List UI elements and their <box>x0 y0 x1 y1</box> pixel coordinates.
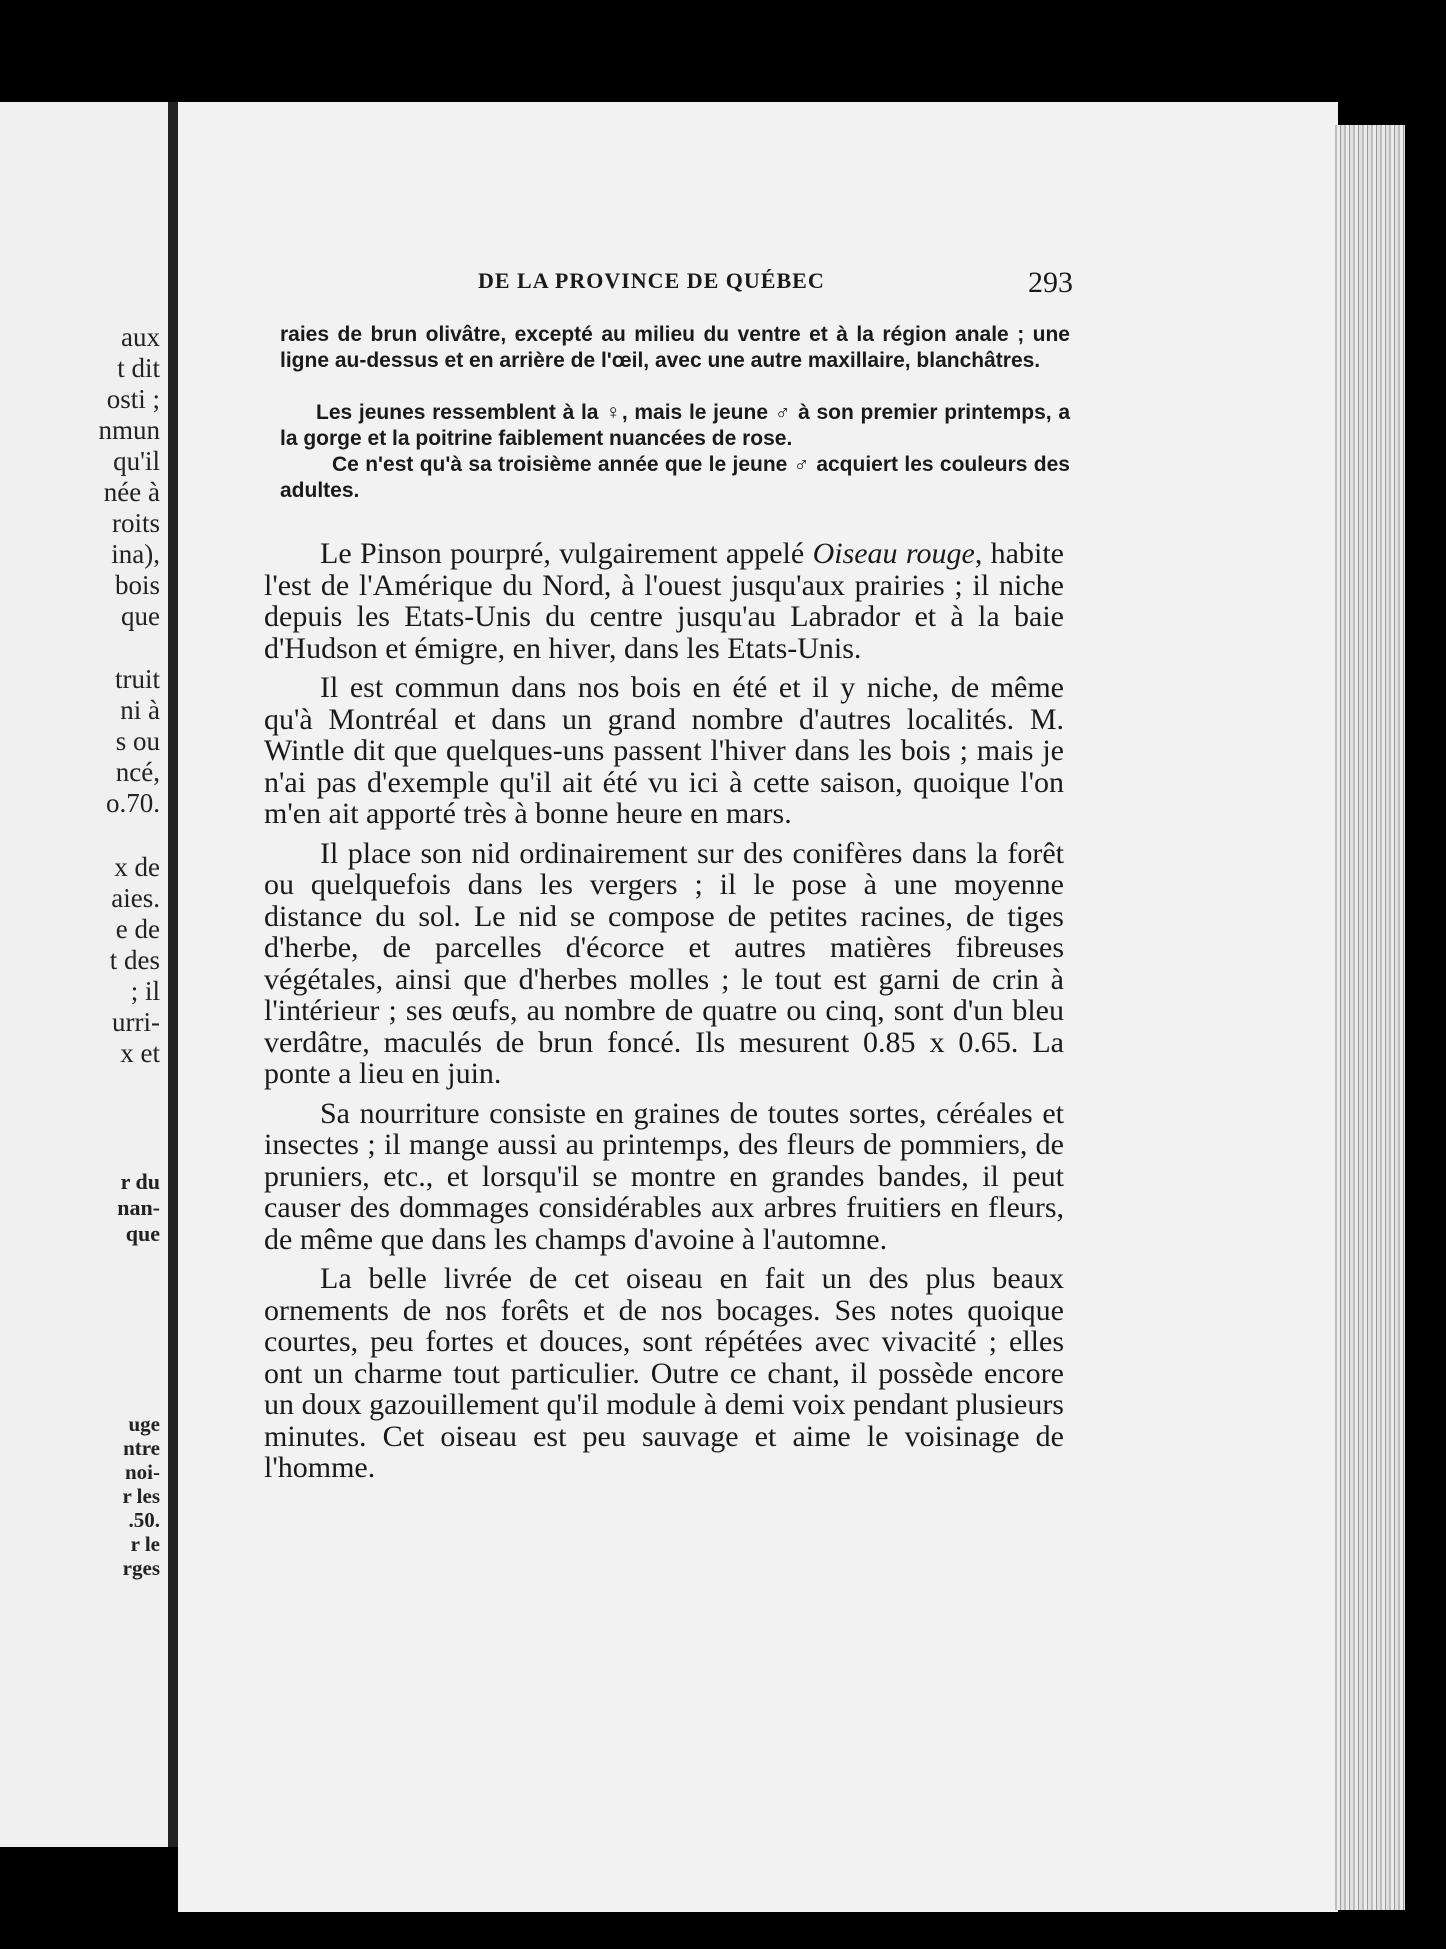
note-paragraph: Ce n'est qu'à sa troisième année que le jeune ♂ acquiert les couleurs des adultes. <box>280 453 1070 502</box>
paragraph-2: Il est commun dans nos bois en été et il y niche, de même qu'à Montréal et dans un grand nombre d'autres localités. M. Wintle dit que quelques-uns passent l'hiver dans les bois ; mais je n'ai pas d'exemple qu'il ait été vu ici à cette saison, quoique l'on m'en ait apporté très à bonne heure en mars. <box>264 671 1064 830</box>
note-paragraph: raies de brun olivâtre, excepté au milieu du ventre et à la région anale ; une ligne au-dessus et en arrière de l'œil, avec une autre maxillaire, blanchâtres. <box>280 323 1070 372</box>
left-page-line: ina), <box>111 539 160 569</box>
left-page-line: e de <box>115 914 160 944</box>
left-page-line: noi- <box>124 1460 160 1484</box>
left-page-line: bois <box>114 570 160 600</box>
species-common-name: Oiseau rouge <box>812 537 975 570</box>
left-page-line: t des <box>109 945 160 975</box>
note-paragraph: Les jeunes ressemblent à la ♀, mais le jeune ♂ à son premier printemps, a la gorge et la poitrine faiblement nuancées de rose. <box>280 401 1070 450</box>
paragraph-4: Sa nourriture consiste en graines de toutes sortes, céréales et insectes ; il mange aussi au printemps, des fleurs de pommiers, de pruniers, etc., et lorsqu'il se montre en grandes bandes, il peut causer des dommages considérables aux arbres fruitiers en fleurs, de même que dans les champs d'avoine à l'automne. <box>264 1096 1064 1256</box>
left-page-line: rges <box>122 1556 160 1580</box>
left-page-line: t dit <box>117 353 160 383</box>
left-page-line: que <box>121 601 160 631</box>
left-page-line: x de <box>114 852 160 882</box>
left-page-line: x et <box>120 1038 160 1068</box>
left-page-line: ; il <box>130 976 160 1006</box>
left-page-line: roits <box>111 508 160 538</box>
page-number: 293 <box>1028 266 1073 299</box>
left-page-line: ni à <box>120 695 160 725</box>
left-page-line: urri- <box>112 1007 160 1037</box>
left-page-line: que <box>125 1221 160 1246</box>
main-text <box>264 538 1064 1492</box>
left-page-line: uge <box>128 1412 160 1436</box>
left-page-line: ncé, <box>115 757 160 787</box>
left-page-line: r le <box>130 1532 160 1556</box>
paragraph-3: Il place son nid ordinairement sur des conifères dans la forêt ou quelquefois dans les vergers ; il le pose à une moyenne distance du sol. Le nid se compose de petites racines, de tiges d'herbe, de parcelles d'écorce et autres matières fibreuses végétales, ainsi que d'herbes molles ; le tout est garni de crin à l'intérieur ; ses œufs, au nombre de quatre ou cinq, sont d'un bleu verdâtre, maculés de brun foncé. Ils mesurent 0.85 x 0.65. La ponte a lieu en juin. <box>264 836 1064 1090</box>
page-edge-stack <box>1335 125 1405 1910</box>
left-page-line: .50. <box>128 1508 160 1532</box>
left-page-line: o.70. <box>106 788 160 818</box>
left-page-fragment <box>0 102 178 1847</box>
left-page-line: s ou <box>115 726 160 756</box>
left-page-line: qu'il <box>113 446 160 476</box>
left-page-line: ntre <box>123 1436 160 1460</box>
left-page-line: r les <box>122 1484 160 1508</box>
left-page-line: aux <box>121 322 160 352</box>
left-page-line: née à <box>103 477 160 507</box>
paragraph-5: La belle livrée de cet oiseau en fait un des plus beaux ornements de nos forêts et de nos bocages. Ses notes quoique courtes, peu fortes et douces, sont répétées avec vivacité ; elles ont un charme tout particulier. Outre ce chant, il possède encore un doux gazouillement qu'il module à demi voix pendant plusieurs minutes. Cet oiseau est peu sauvage et aime le voisinage de l'homme. <box>264 1262 1064 1484</box>
paragraph-1: Le Pinson pourpré, vulgairement appelé Oiseau rouge, habite l'est de l'Amérique du Nord, à l'ouest jusqu'aux prairies ; il niche depuis les Etats-Unis du centre jusqu'au Labrador et à la baie d'Hudson et émigre, en hiver, dans les Etats-Unis. <box>264 537 1064 665</box>
left-page-line: nmun <box>98 415 160 445</box>
left-page-line: truit <box>115 664 160 694</box>
left-page-line: nan- <box>117 1195 160 1220</box>
left-page-line: osti ; <box>106 384 160 414</box>
left-page-line: aies. <box>111 883 160 913</box>
left-page-line: r du <box>120 1169 160 1194</box>
running-head: DE LA PROVINCE DE QUÉBEC <box>478 268 825 293</box>
